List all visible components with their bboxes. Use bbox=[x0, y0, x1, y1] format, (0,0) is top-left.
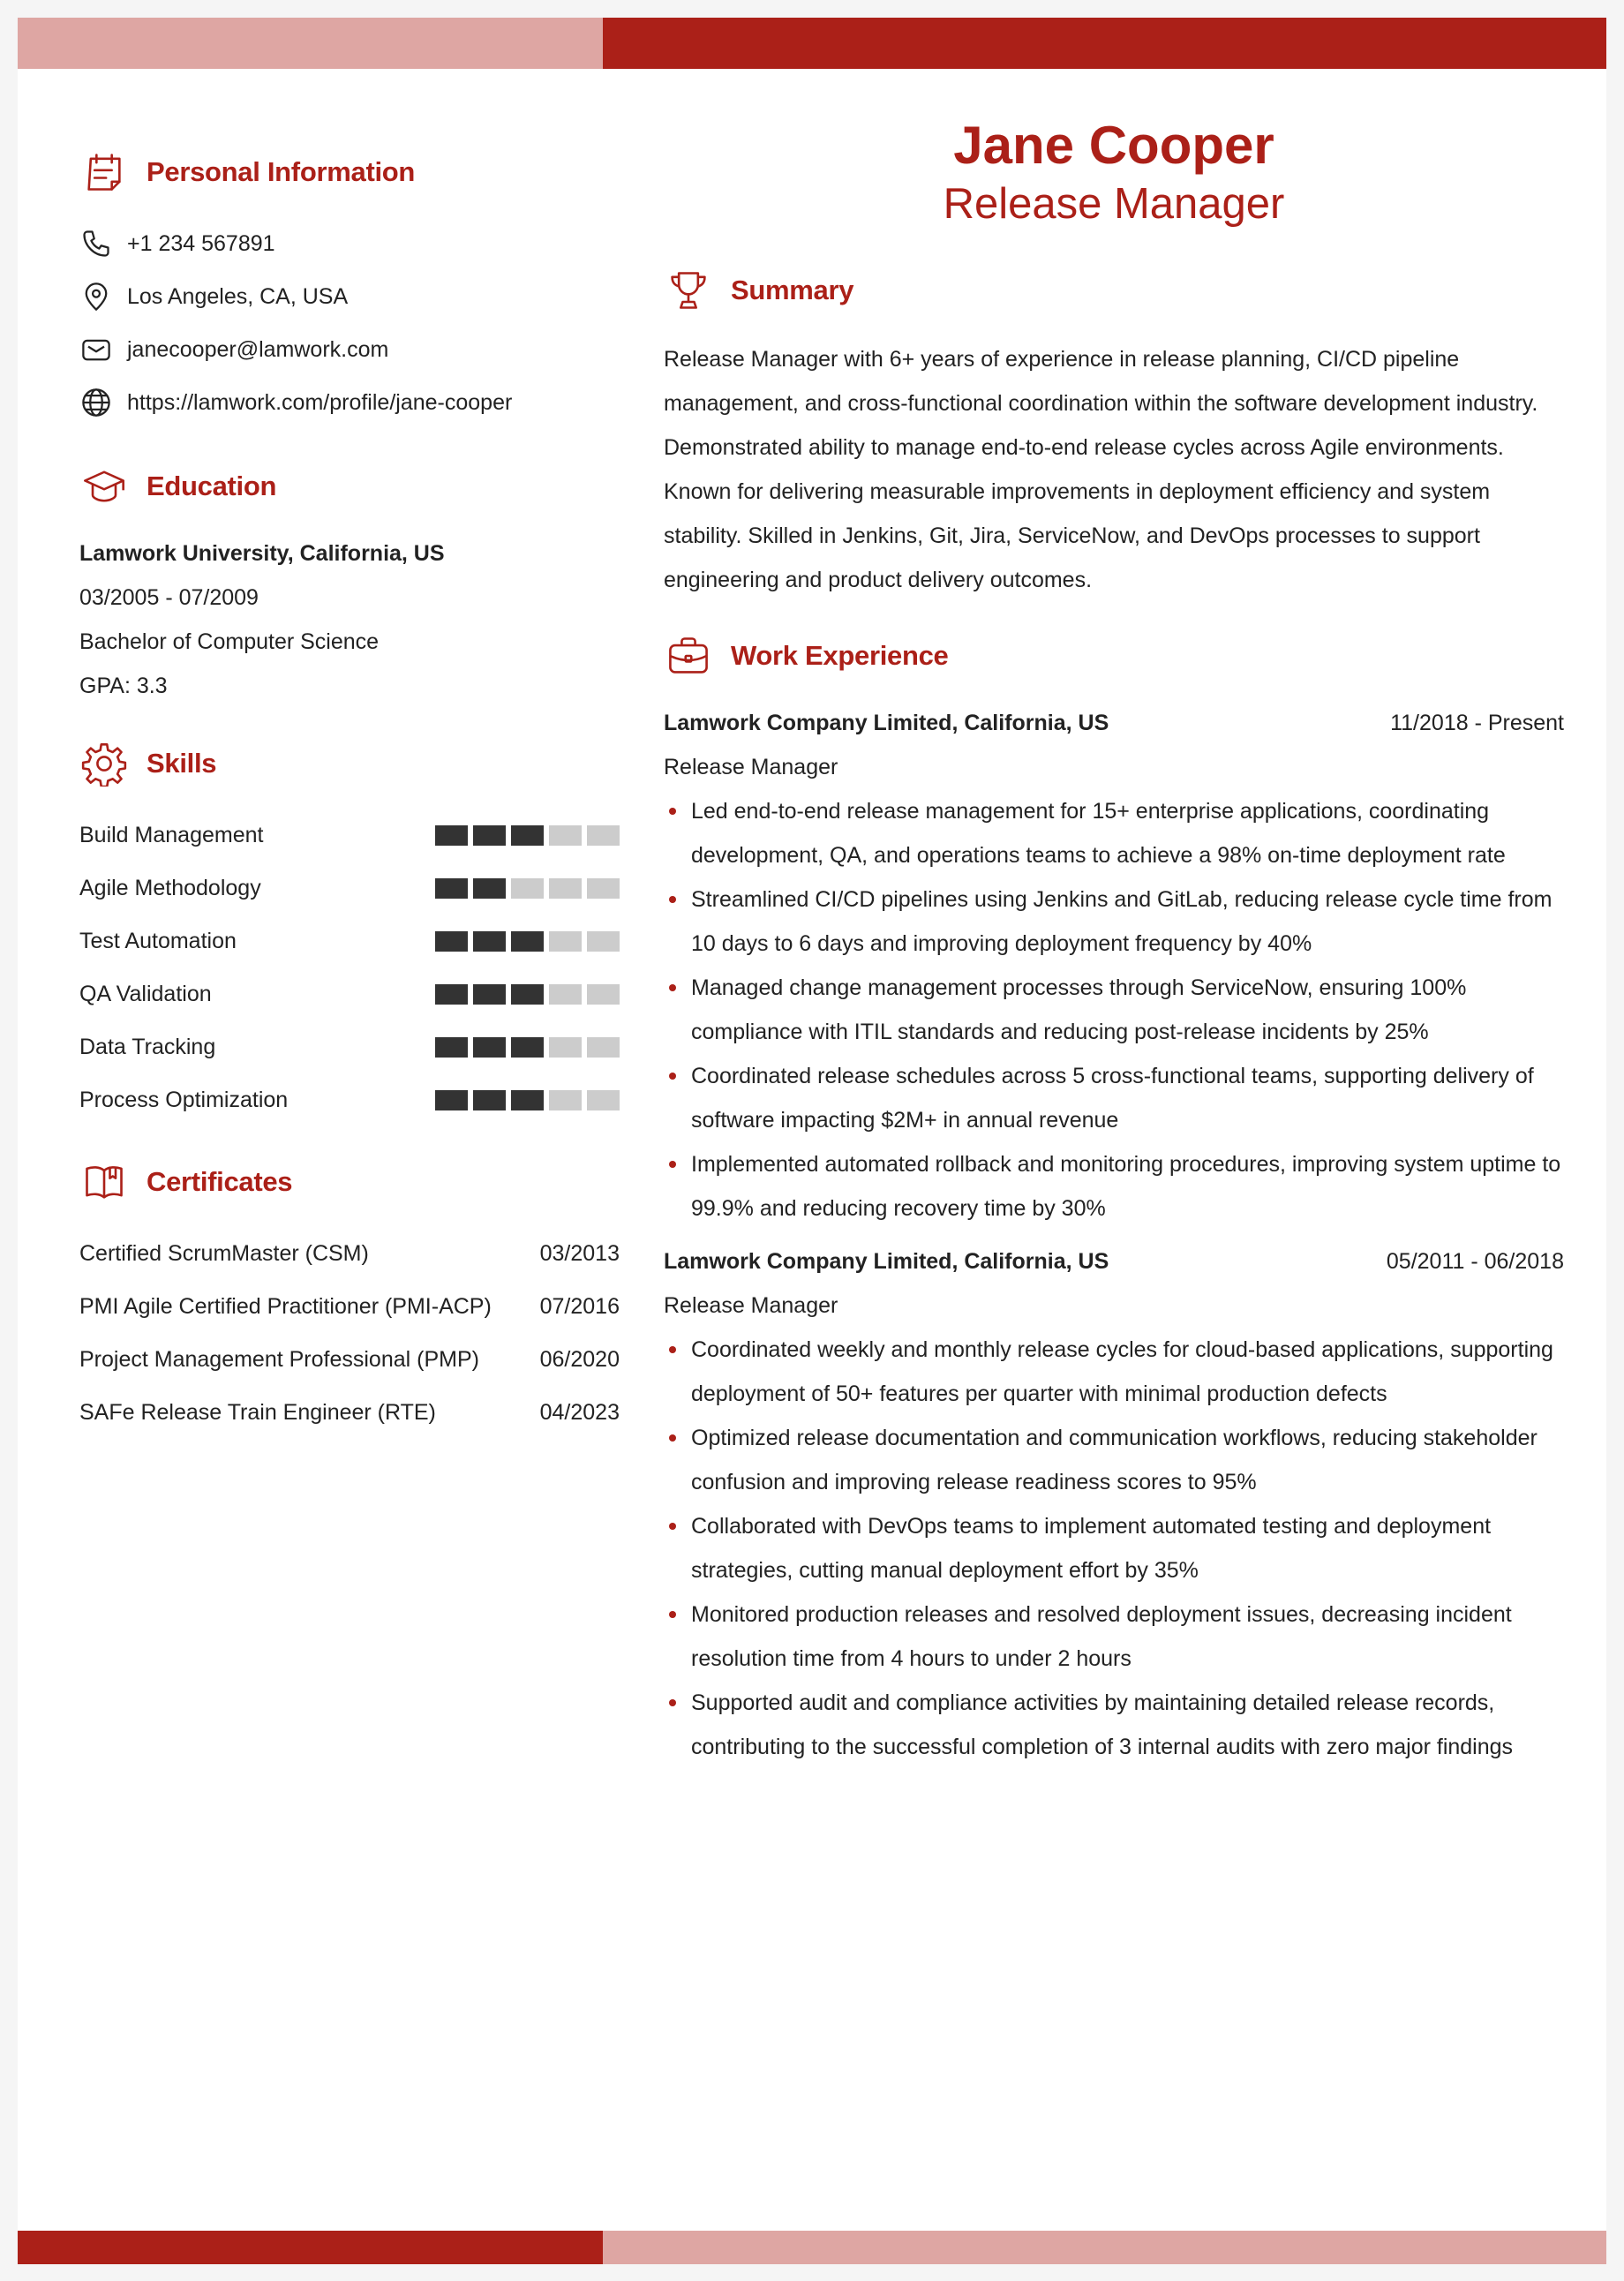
job-role: Release Manager bbox=[664, 755, 838, 779]
job-bullet: Coordinated release schedules across 5 cross-functional teams, supporting delivery of software impacting $2M+ in annual revenue bbox=[664, 1054, 1564, 1142]
certificates-list bbox=[79, 1227, 620, 1439]
certificate-row bbox=[79, 1386, 620, 1439]
skill-level-block bbox=[435, 931, 468, 952]
skill-level-block bbox=[435, 1037, 468, 1058]
job-bullets bbox=[664, 1328, 1564, 1769]
skill-name: QA Validation bbox=[79, 981, 212, 1006]
skill-level-meter bbox=[435, 931, 620, 952]
gear-icon bbox=[79, 739, 129, 788]
certificate-name: PMI Agile Certified Practitioner (PMI-ACP) bbox=[79, 1293, 492, 1319]
summary-header bbox=[664, 260, 1564, 321]
contact-phone bbox=[79, 217, 620, 270]
skills-header bbox=[79, 733, 620, 794]
certificate-name: Project Management Professional (PMP) bbox=[79, 1346, 479, 1372]
person-title: Release Manager bbox=[943, 180, 1285, 228]
education-gpa: GPA: 3.3 bbox=[79, 674, 168, 698]
skill-level-block bbox=[473, 878, 506, 899]
skill-row bbox=[79, 1073, 620, 1126]
job-bullet: Collaborated with DevOps teams to implement automated testing and deployment strategies, cutting manual deployment effort by 35% bbox=[664, 1504, 1564, 1592]
skill-level-meter bbox=[435, 1090, 620, 1110]
skill-level-block bbox=[435, 825, 468, 846]
contact-website bbox=[79, 376, 620, 429]
job-entry bbox=[664, 1239, 1564, 1769]
skill-level-block bbox=[511, 1090, 544, 1110]
job-company: Lamwork Company Limited, California, US bbox=[664, 711, 1109, 735]
job-bullet: Coordinated weekly and monthly release cycles for cloud-based applications, supporting deployment of 50+ features per quarter with minimal production defects bbox=[664, 1328, 1564, 1416]
job-bullet: Managed change management processes through ServiceNow, ensuring 100% compliance with ITIL standards and reducing post-release incidents by 25% bbox=[664, 966, 1564, 1054]
skill-level-block bbox=[511, 984, 544, 1005]
skill-level-block bbox=[511, 825, 544, 846]
skill-level-block bbox=[549, 931, 582, 952]
job-role: Release Manager bbox=[664, 1293, 838, 1318]
top-accent-bar-light bbox=[18, 18, 603, 69]
top-accent-bar-dark bbox=[603, 18, 1606, 69]
job-bullets bbox=[664, 789, 1564, 1231]
open-book-icon bbox=[79, 1157, 129, 1207]
job-entry bbox=[664, 701, 1564, 1231]
skill-level-meter bbox=[435, 825, 620, 846]
education-dates: 03/2005 - 07/2009 bbox=[79, 585, 259, 610]
skill-level-block bbox=[435, 984, 468, 1005]
skill-level-block bbox=[511, 1037, 544, 1058]
certificates-heading: Certificates bbox=[147, 1166, 293, 1197]
job-dates: 11/2018 - Present bbox=[1390, 711, 1564, 735]
mail-icon bbox=[79, 333, 113, 366]
job-header bbox=[664, 701, 1564, 745]
skill-level-block bbox=[549, 1037, 582, 1058]
skill-name: Build Management bbox=[79, 822, 264, 847]
skill-level-block bbox=[511, 931, 544, 952]
skill-name: Test Automation bbox=[79, 928, 237, 953]
skill-name: Process Optimization bbox=[79, 1087, 289, 1112]
skill-level-block bbox=[587, 1037, 620, 1058]
skill-level-block bbox=[435, 1090, 468, 1110]
job-bullet: Implemented automated rollback and monitoring procedures, improving system uptime to 99.9% and reducing recovery time by 30% bbox=[664, 1142, 1564, 1231]
certificate-name: SAFe Release Train Engineer (RTE) bbox=[79, 1399, 436, 1425]
personal-info-heading: Personal Information bbox=[147, 156, 416, 187]
skill-row bbox=[79, 809, 620, 862]
skill-name: Data Tracking bbox=[79, 1034, 216, 1059]
skill-name: Agile Methodology bbox=[79, 875, 261, 900]
skill-level-block bbox=[549, 984, 582, 1005]
skill-row bbox=[79, 967, 620, 1020]
skill-level-meter bbox=[435, 984, 620, 1005]
skill-level-block bbox=[473, 1090, 506, 1110]
website-link[interactable]: https://lamwork.com/profile/jane-cooper bbox=[127, 389, 513, 415]
skill-level-meter bbox=[435, 878, 620, 899]
contact-email bbox=[79, 323, 620, 376]
phone-icon bbox=[79, 227, 113, 260]
skills-list bbox=[79, 809, 620, 1126]
skill-level-block bbox=[473, 825, 506, 846]
summary-text: Release Manager with 6+ years of experience in release planning, CI/CD pipeline management, and cross-functional coordination within the software development industry. Demonstrated ability to manage end-to-end release cycles across Agile environments. Known for delivering measurable improvements in deployment efficiency and system stability. Skilled in Jenkins, Git, Jira, ServiceNow, and DevOps processes to support engineering and product delivery outcomes. bbox=[664, 347, 1538, 592]
calendar-note-icon bbox=[79, 147, 129, 197]
job-dates: 05/2011 - 06/2018 bbox=[1386, 1249, 1564, 1274]
job-company: Lamwork Company Limited, California, US bbox=[664, 1249, 1109, 1274]
certificates-header bbox=[79, 1151, 620, 1213]
certificate-row bbox=[79, 1280, 620, 1333]
resume-page bbox=[18, 18, 1606, 2264]
education-degree: Bachelor of Computer Science bbox=[79, 629, 380, 654]
skill-level-block bbox=[587, 878, 620, 899]
location-pin-icon bbox=[79, 280, 113, 313]
skill-level-block bbox=[473, 984, 506, 1005]
skill-level-block bbox=[511, 878, 544, 899]
certificate-name: Certified ScrumMaster (CSM) bbox=[79, 1240, 369, 1266]
right-column bbox=[664, 115, 1564, 1769]
trophy-icon bbox=[664, 266, 713, 315]
globe-icon bbox=[79, 386, 113, 419]
skill-level-block bbox=[473, 931, 506, 952]
email-link[interactable]: janecooper@lamwork.com bbox=[127, 336, 389, 362]
education-header bbox=[79, 455, 620, 517]
skill-level-block bbox=[549, 878, 582, 899]
certificate-date: 07/2016 bbox=[539, 1293, 620, 1319]
skill-level-block bbox=[587, 825, 620, 846]
experience-heading: Work Experience bbox=[731, 640, 949, 671]
briefcase-icon bbox=[664, 631, 713, 681]
skill-level-block bbox=[549, 825, 582, 846]
skill-row bbox=[79, 862, 620, 915]
certificate-row bbox=[79, 1333, 620, 1386]
certificate-row bbox=[79, 1227, 620, 1280]
certificate-date: 06/2020 bbox=[539, 1346, 620, 1372]
skill-row bbox=[79, 915, 620, 967]
person-name: Jane Cooper bbox=[953, 116, 1274, 175]
skill-level-block bbox=[473, 1037, 506, 1058]
skill-row bbox=[79, 1020, 620, 1073]
graduation-cap-icon bbox=[79, 462, 129, 511]
skill-level-block bbox=[587, 931, 620, 952]
education-heading: Education bbox=[147, 471, 277, 501]
job-bullet: Optimized release documentation and communication workflows, reducing stakeholder confusion and improving release readiness scores to 95% bbox=[664, 1416, 1564, 1504]
left-column bbox=[79, 141, 620, 1439]
location-text: Los Angeles, CA, USA bbox=[127, 283, 349, 309]
education-school: Lamwork University, California, US bbox=[79, 541, 445, 566]
experience-header bbox=[664, 625, 1564, 687]
contact-location bbox=[79, 270, 620, 323]
job-bullet: Streamlined CI/CD pipelines using Jenkins and GitLab, reducing release cycle time from 10 days to 6 days and improving deployment frequency by 40% bbox=[664, 877, 1564, 966]
job-bullet: Led end-to-end release management for 15+ enterprise applications, coordinating development, QA, and operations teams to achieve a 98% on-time deployment rate bbox=[664, 789, 1564, 877]
personal-info-header bbox=[79, 141, 620, 203]
skill-level-block bbox=[549, 1090, 582, 1110]
certificate-date: 03/2013 bbox=[539, 1240, 620, 1266]
skill-level-meter bbox=[435, 1037, 620, 1058]
skills-heading: Skills bbox=[147, 748, 217, 779]
jobs-list bbox=[664, 701, 1564, 1769]
job-bullet: Supported audit and compliance activities by maintaining detailed release records, contributing to the successful completion of 3 internal audits with zero major findings bbox=[664, 1681, 1564, 1769]
skill-level-block bbox=[587, 1090, 620, 1110]
job-header bbox=[664, 1239, 1564, 1284]
job-bullet: Monitored production releases and resolved deployment issues, decreasing incident resolution time from 4 hours to under 2 hours bbox=[664, 1592, 1564, 1681]
bottom-accent-bar-dark bbox=[18, 2231, 603, 2264]
bottom-accent-bar-light bbox=[603, 2231, 1606, 2264]
skill-level-block bbox=[435, 878, 468, 899]
certificate-date: 04/2023 bbox=[539, 1399, 620, 1425]
summary-heading: Summary bbox=[731, 275, 854, 305]
skill-level-block bbox=[587, 984, 620, 1005]
phone-text: +1 234 567891 bbox=[127, 230, 275, 256]
